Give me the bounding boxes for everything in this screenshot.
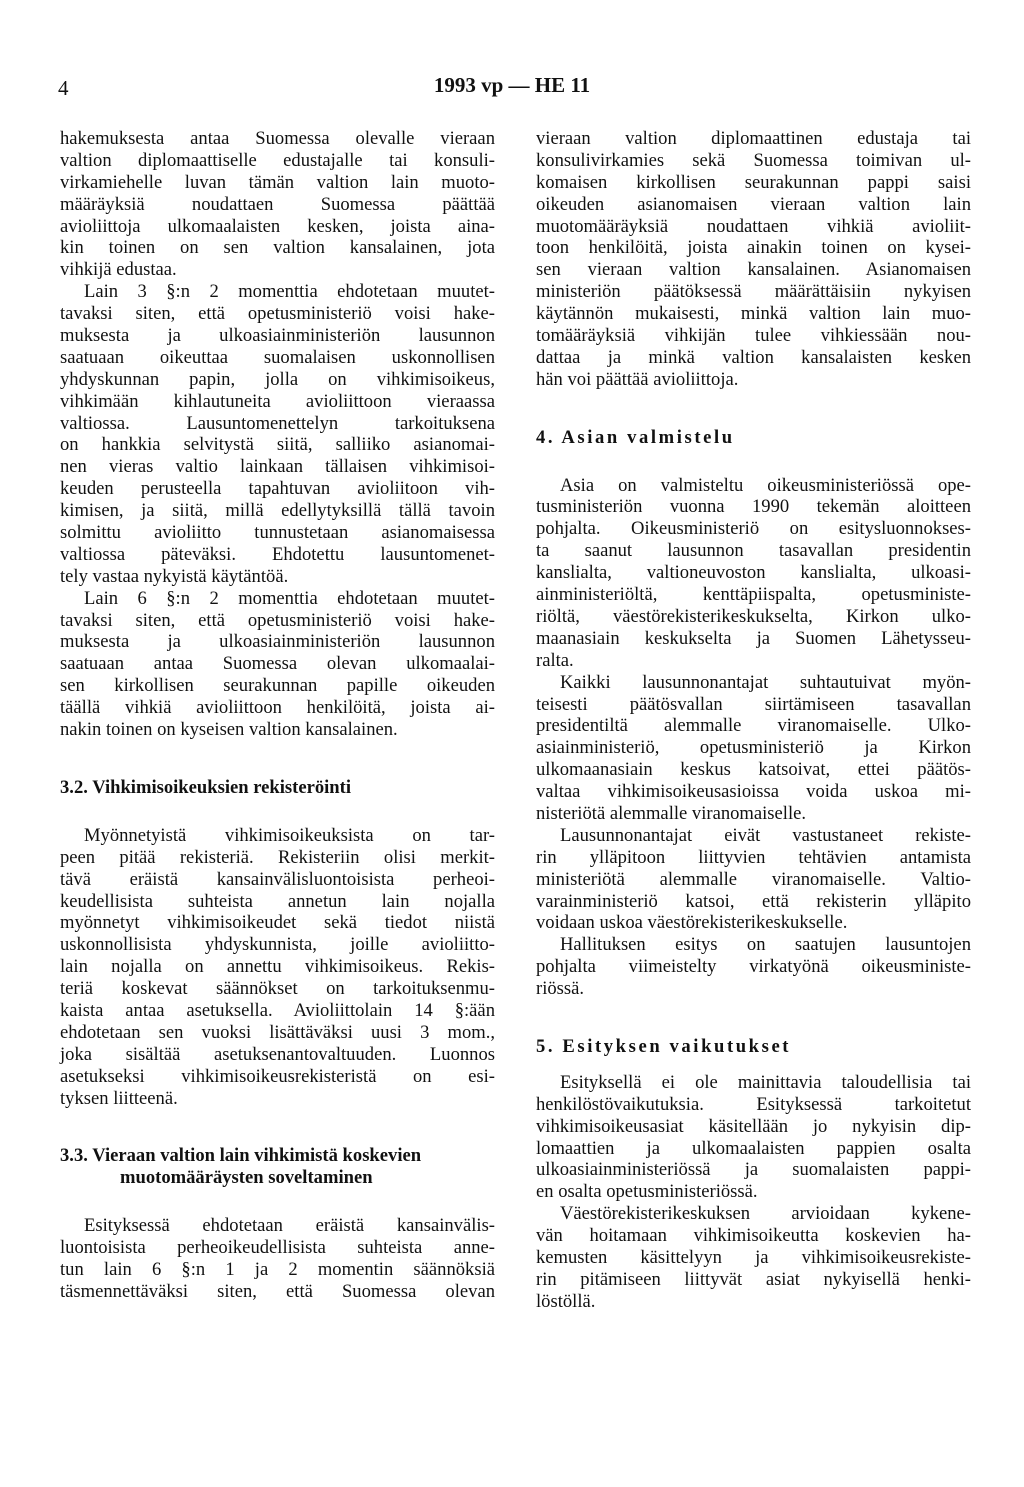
- text-line: vihkijä edustaa.: [60, 259, 177, 281]
- paragraph: [536, 128, 971, 391]
- text-line: lain nojalla on annettu vihkimisoikeus. Rekis-: [60, 956, 495, 978]
- text-line: ulkomaanasiain keskus katsoivat, ettei päätös-: [536, 759, 971, 781]
- text-line: saatuaan oikeuttaa suomalaisen uskonnollisen: [60, 346, 495, 368]
- paragraph: [60, 281, 495, 587]
- text-line: solmittu avioliitto tunnustetaan asianomaisessa: [60, 522, 495, 544]
- text-line: Lain 6 §:n 2 momenttia ehdotetaan muutet-: [84, 587, 495, 609]
- text-line: ulkoasiainministeriössä ja suomalaisten pappi-: [536, 1159, 971, 1181]
- text-line: kanslialta, valtioneuvoston kanslialta, ulkoasi-: [536, 562, 971, 584]
- text-line: ralta.: [536, 649, 574, 671]
- text-line: riössä.: [536, 978, 585, 1000]
- text-line: vihkimään kihlautuneita avioliittoon vieraassa: [60, 390, 495, 412]
- text-line: varainministeriö katsoi, että rekisterin ylläpito: [536, 890, 971, 912]
- text-line: nen vieras valtio lainkaan tällaisen vihkimisoi-: [60, 456, 495, 478]
- text-line: joka sisältää asetuksenantovaltuuden. Luonnos: [60, 1043, 495, 1065]
- running-title: 1993 vp — HE 11: [433, 73, 591, 97]
- paragraph: [536, 475, 971, 672]
- text-line: muksesta ja ulkoasiainministeriön lausunnon: [60, 631, 495, 653]
- text-line: Esityksellä ei ole mainittavia taloudellisia tai: [560, 1071, 971, 1093]
- text-line: yhdyskunnan papin, jolla on vihkimisoikeus,: [60, 368, 495, 390]
- text-line: tomääräyksiä vihkijän tulee vihkiessään nou-: [536, 325, 971, 347]
- text-line: saatuaan antaa Suomessa olevan ulkomaalai-: [60, 653, 495, 675]
- text-line: vän hoitamaan vihkimisoikeutta koskevien ha-: [536, 1225, 971, 1247]
- text-line: en osalta opetusministeriössä.: [536, 1181, 758, 1203]
- text-line: valtaa vihkimisoikeusasioissa voida uskoa mi-: [536, 781, 971, 803]
- text-line: avioliittoja ulkomaalaisten kesken, joista aina-: [60, 215, 495, 237]
- section-heading-3-2: 3.2. Vihkimisoikeuksien rekisteröinti: [60, 776, 351, 798]
- text-line: keudellisista suhteista annetun lain nojalla: [60, 890, 495, 912]
- text-line: rin ylläpitoon liittyvien tehtävien antamista: [536, 846, 971, 868]
- text-line: sen kirkollisen seurakunnan papille oikeuden: [60, 675, 495, 697]
- text-line: kimisen, ja siitä, millä edellytyksillä tällä tavoin: [60, 500, 495, 522]
- text-line: lomaattien ja ulkomaalaisten pappien osalta: [536, 1137, 971, 1159]
- paragraph: [536, 1203, 971, 1312]
- text-line: pohjalta viimeistelty virkatyönä oikeusministe-: [536, 956, 971, 978]
- text-line: tyksen liitteenä.: [60, 1087, 178, 1109]
- text-line: ainministeriöltä, kenttäpiispalta, opetusministe-: [536, 584, 971, 606]
- text-line: rin pitämiseen liittyvät asiat nykyisellä henki-: [536, 1268, 971, 1290]
- text-line: maanasiain keskukselta ja Suomen Lähetysseu-: [536, 627, 971, 649]
- text-line: hän voi päättää avioliittoja.: [536, 368, 739, 390]
- text-line: valtion diplomaattiselle edustajalle tai konsuli-: [60, 149, 495, 171]
- section-heading-3-3: [60, 1145, 495, 1189]
- text-line: Myönnetyistä vihkimisoikeuksista on tar-: [84, 824, 495, 846]
- text-line: määräyksiä noudattaen Suomessa päättää: [60, 193, 495, 215]
- text-line: myönnetyt vihkimisoikeudet sekä tiedot niistä: [60, 912, 495, 934]
- text-line: presidentiltä alemmalle viranomaiselle. Ulko-: [536, 715, 971, 737]
- text-line: täällä vihkiä avioliittoon henkilöitä, joista ai-: [60, 697, 495, 719]
- text-line: valtiossa päteväksi. Ehdotettu lausuntomenet-: [60, 543, 495, 565]
- text-line: virkamiehelle luvan tämän valtion lain muoto-: [60, 171, 495, 193]
- text-line: konsulivirkamies sekä Suomessa toimivan ul-: [536, 149, 971, 171]
- text-line: uskonnollisista yhdyskunnista, joille avioliitto-: [60, 934, 495, 956]
- text-line: kemusten käsittelyyn ja vihkimisoikeusrekiste-: [536, 1247, 971, 1268]
- text-line: henkilöstövaikutuksia. Esityksessä tarkoitetut: [536, 1093, 971, 1115]
- text-line: tävä eräistä kansainvälisluontoisista perheoi-: [60, 868, 495, 890]
- text-line: tusministeriön vuonna 1990 tekemän aloitteen: [536, 496, 971, 518]
- right-column: [536, 128, 971, 1313]
- text-line: sen vieraan valtion kansalainen. Asianomaisen: [536, 259, 971, 281]
- text-line: ministeriötä alemmalle viranomaiselle. Valtio-: [536, 868, 971, 890]
- page-number: 4: [58, 76, 69, 100]
- text-line: nisteriötä alemmalle viranomaiselle.: [536, 802, 807, 824]
- paragraph: [60, 825, 495, 1110]
- text-line: komaisen kirkollisen seurakunnan pappi saisi: [536, 171, 971, 193]
- left-column: [60, 128, 495, 1303]
- text-line: muotomääräyksiä noudattaen vihkiä avioliit-: [536, 215, 971, 237]
- section-heading-5: 5. Esityksen vaikutukset: [536, 1035, 792, 1057]
- text-line: Väestörekisterikeskuksen arvioidaan kykene-: [560, 1203, 971, 1225]
- text-line: ministeriön päätöksessä määrättäisiin nykyisen: [536, 281, 971, 303]
- text-line: täsmennettäväksi siten, että Suomessa olevan: [60, 1280, 495, 1302]
- text-line: vieraan valtion diplomaattinen edustaja tai: [536, 128, 971, 149]
- text-line: muksesta ja ulkoasiainministeriön lausunnon: [60, 325, 495, 347]
- text-line: ta saanut lausunnon tasavallan presidentin: [536, 540, 971, 562]
- text-line: Asia on valmisteltu oikeusministeriössä ope-: [560, 474, 971, 496]
- text-line: nakin toinen on kyseisen valtion kansalainen.: [60, 719, 398, 741]
- text-line: tun lain 6 §:n 1 ja 2 momentin säännöksiä: [60, 1259, 495, 1281]
- text-line: toon henkilöitä, joista ainakin toinen on kysei-: [536, 237, 971, 259]
- paragraph: [60, 128, 495, 281]
- text-line: asiainministeriö, opetusministeriö ja Kirkon: [536, 737, 971, 759]
- text-line: keuden perusteella tapahtuvan avioliitoon vih-: [60, 478, 495, 500]
- text-line: hakemuksesta antaa Suomessa olevalle vieraan: [60, 128, 495, 149]
- text-line: teisesti päätösvallan siirtämiseen tasavallan: [536, 693, 971, 715]
- paragraph: [536, 672, 971, 825]
- text-line: teriä koskevat säännökset on tarkoituksenmu-: [60, 978, 495, 1000]
- heading-line: muotomääräysten soveltaminen: [120, 1167, 373, 1189]
- text-line: tely vastaa nykyistä käytäntöä.: [60, 565, 289, 587]
- text-line: voidaan uskoa väestörekisterikeskukselle.: [536, 912, 848, 934]
- text-line: tavaksi siten, että opetusministeriö voisi hake-: [60, 303, 495, 325]
- text-line: dattaa ja minkä valtion kansalaisten kesken: [536, 346, 971, 368]
- text-line: luontoisista perheoikeudellisista suhteista anne-: [60, 1237, 495, 1259]
- text-line: Lain 3 §:n 2 momenttia ehdotetaan muutet-: [84, 281, 495, 303]
- text-line: pohjalta. Oikeusministeriö on esitysluonnokses-: [536, 518, 971, 540]
- heading-line: 3.3. Vieraan valtion lain vihkimistä koskevien: [60, 1145, 422, 1167]
- text-line: asetukseksi vihkimisoikeusrekisteristä on esi-: [60, 1065, 495, 1087]
- paragraph: [536, 1072, 971, 1203]
- text-line: peen pitää rekisteriä. Rekisteriin olisi merkit-: [60, 846, 495, 868]
- text-line: Lausunnonantajat eivät vastustaneet rekiste-: [560, 824, 971, 846]
- text-line: kaista antaa asetuksella. Avioliittolain 14 §:ään: [60, 999, 495, 1021]
- paragraph: [536, 825, 971, 934]
- text-line: löstöllä.: [536, 1290, 596, 1312]
- text-line: kin toinen on sen valtion kansalainen, jota: [60, 237, 495, 259]
- text-line: vihkimisoikeusasiat käsitellään jo nykyisin dip-: [536, 1115, 971, 1137]
- text-line: Kaikki lausunnonantajat suhtautuivat myön-: [560, 671, 971, 693]
- text-line: Esityksessä ehdotetaan eräistä kansainvälis-: [84, 1215, 495, 1237]
- text-line: on hankkia selvitystä siitä, salliiko asianomai-: [60, 434, 495, 456]
- section-heading-4: 4. Asian valmistelu: [536, 426, 735, 448]
- text-line: valtiossa. Lausuntomenettelyn tarkoituksena: [60, 412, 495, 434]
- text-line: ehdotetaan sen vuoksi lisättäväksi uusi 3 mom.,: [60, 1021, 495, 1043]
- text-line: käytännön mukaisesti, minkä valtion lain muo-: [536, 303, 971, 325]
- text-line: riöltä, väestörekisterikeskukselta, Kirkon ulko-: [536, 605, 971, 627]
- paragraph: [60, 588, 495, 741]
- text-line: Hallituksen esitys on saatujen lausuntojen: [560, 934, 971, 956]
- text-line: tavaksi siten, että opetusministeriö voisi hake-: [60, 609, 495, 631]
- paragraph: [536, 934, 971, 1000]
- text-line: oikeuden asianomaisen vieraan valtion lain: [536, 193, 971, 215]
- paragraph: [60, 1215, 495, 1303]
